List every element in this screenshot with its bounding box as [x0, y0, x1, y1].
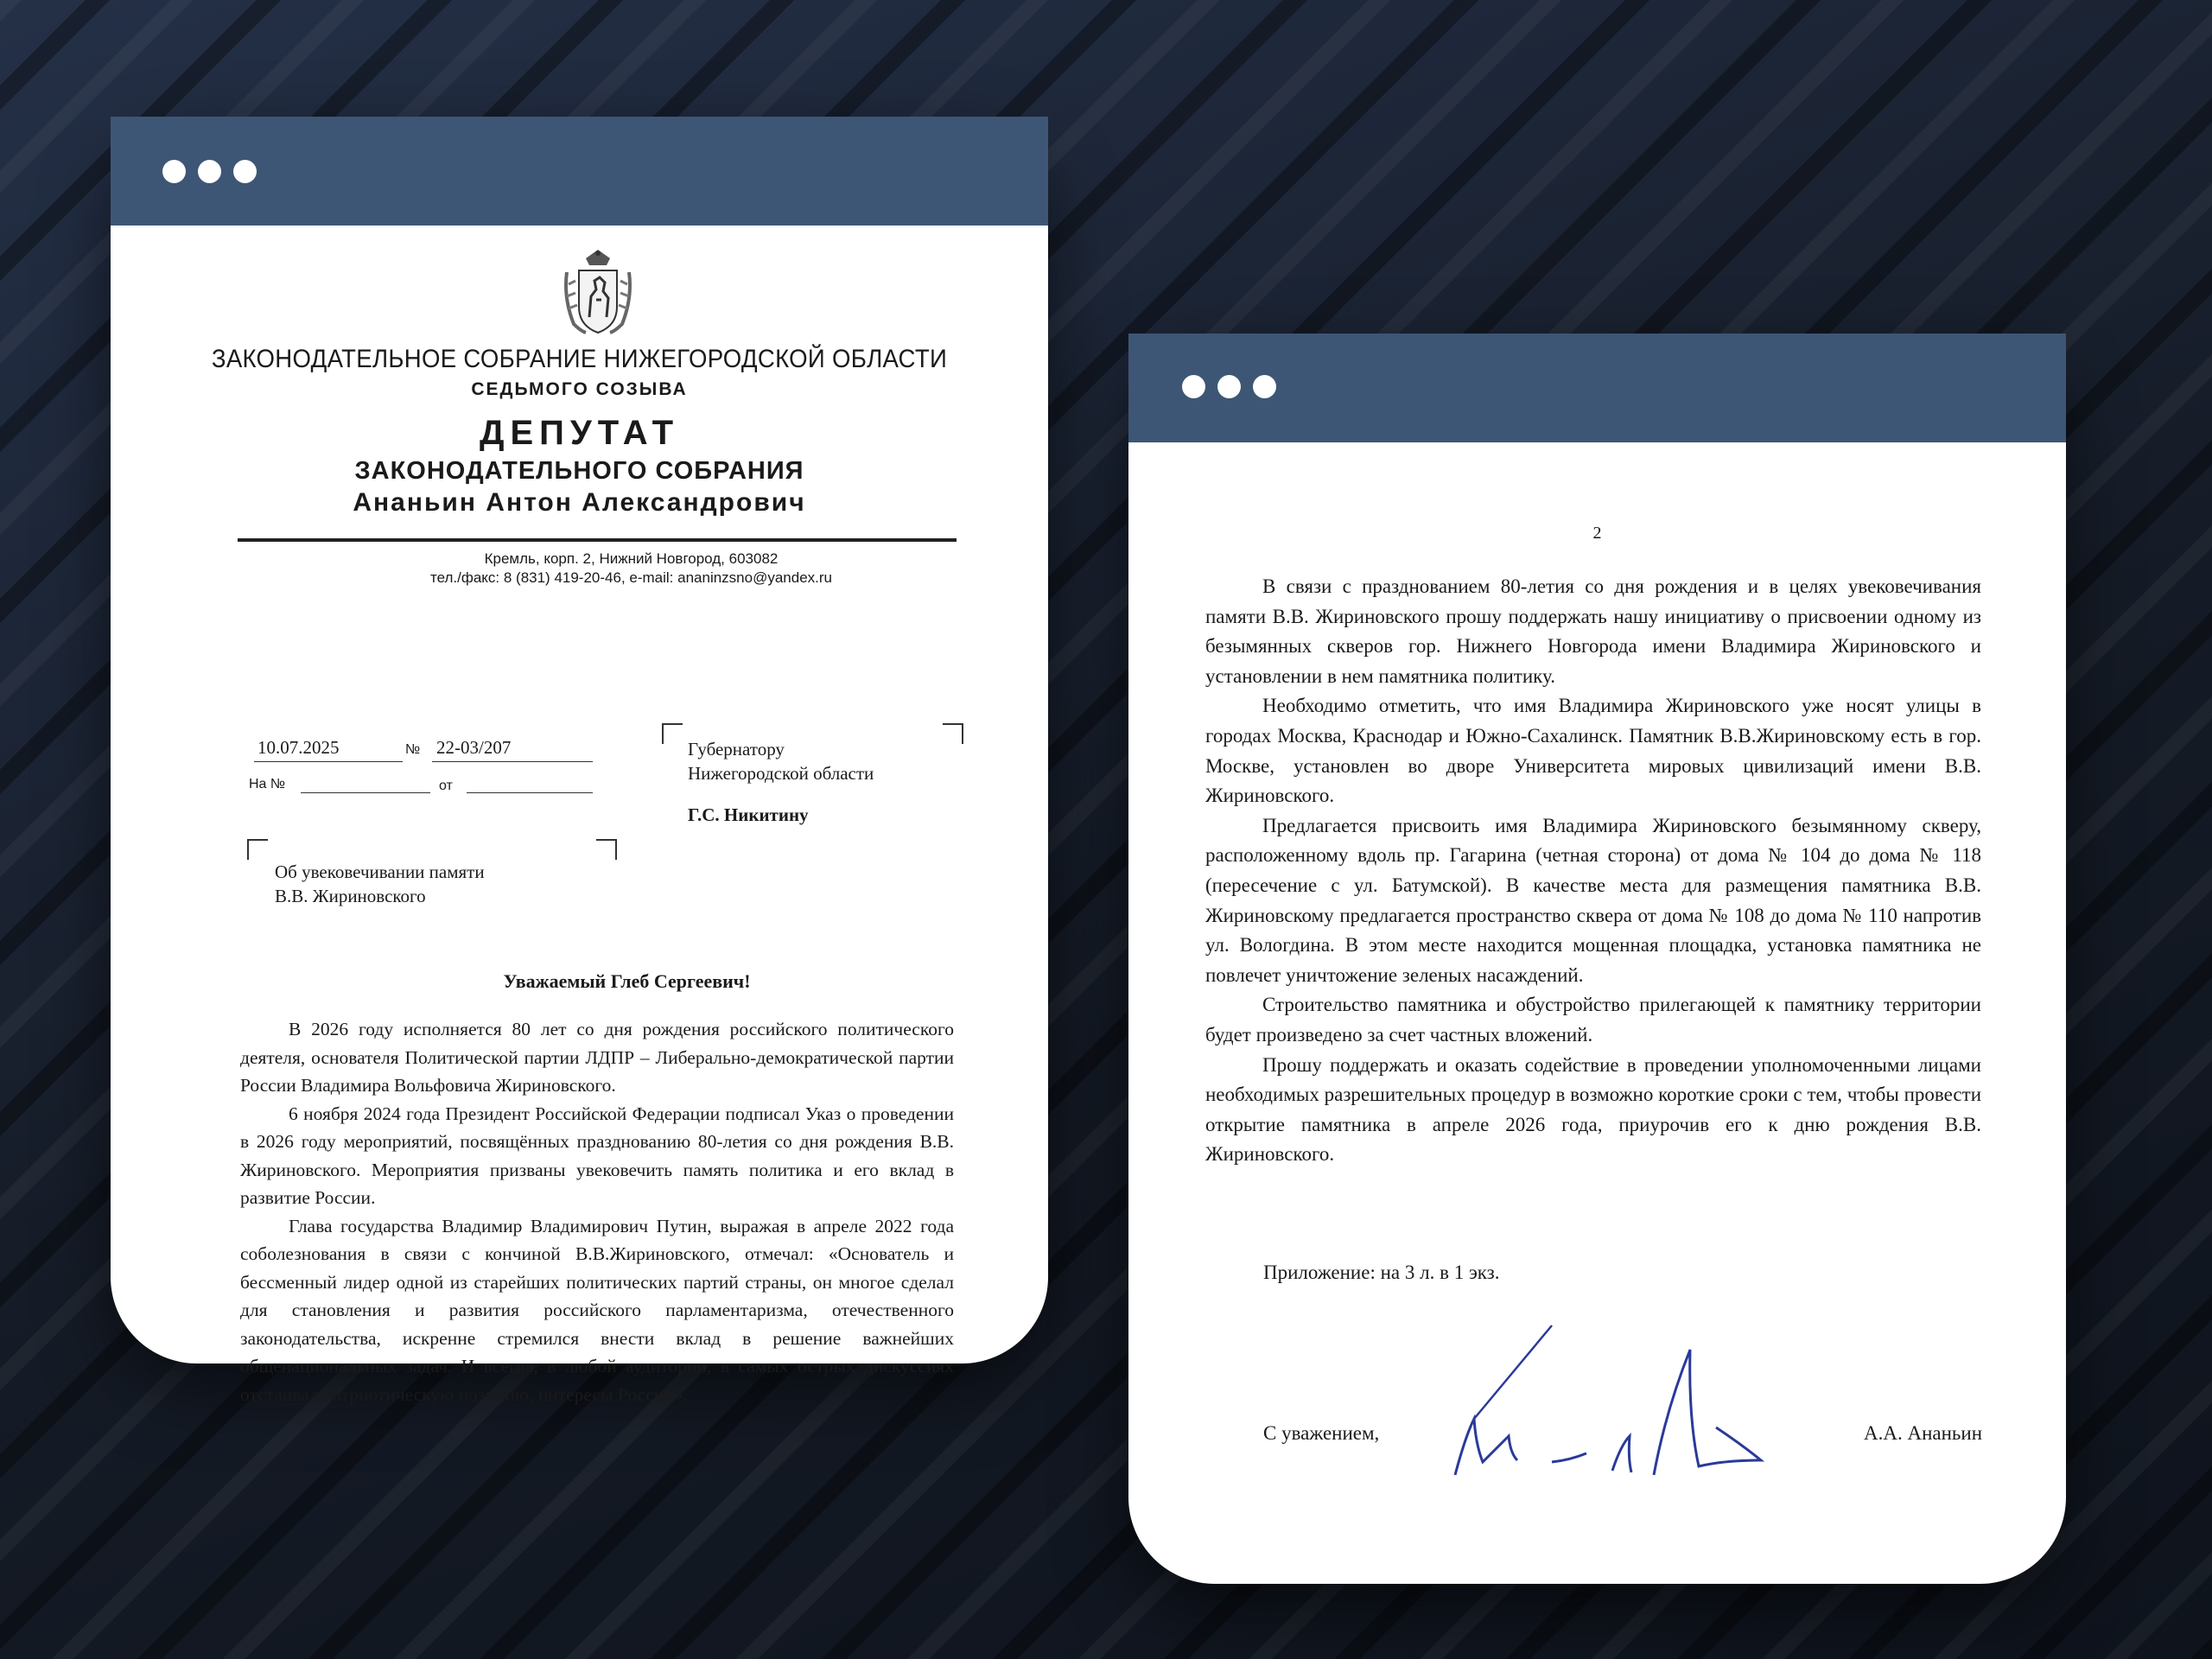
ref-label: На № [249, 777, 286, 791]
subject-corner [596, 839, 617, 860]
convocation: СЕДЬМОГО СОЗЫВА [471, 379, 688, 399]
deputy-name: Ананьин Антон Александрович [353, 488, 806, 517]
salutation: Уважаемый Глеб Сергеевич! [503, 970, 751, 992]
address-corner [943, 723, 963, 744]
body-paragraph: 6 ноября 2024 года Президент Российской Федерации подписал Указ о проведении в 2026 году мероприятий, посвящённых празднованию 80-летия со дня рождения В.В. Жириновского. Мероприятия призваны увековечить память политика и его вклад в развитие России. [240, 1103, 954, 1208]
org-name: ЗАКОНОДАТЕЛЬНОЕ СОБРАНИЕ НИЖЕГОРОДСКОЙ ОБЛАСТИ [211, 345, 948, 373]
window-dot-icon[interactable] [1182, 375, 1205, 398]
coat-of-arms-icon [560, 246, 636, 341]
window-dot-icon[interactable] [162, 160, 186, 183]
body-paragraph: Глава государства Владимир Владимирович Путин, выражая в апреле 2022 года соболезнования в связи с кончиной В.В.Жириновского, отмечал: «Основатель и бессменный лидер одной из старейших политических партий страны, он многое сделал для становления и развития российского парламентаризма, отечественного законодательства, искренне стремился внести вклад в решение важнейших общенациональных задач. И всегда, в любой аудитории, в самых острых дискуссиях отстаивал патриотическую позицию, интересы России». [240, 1215, 954, 1405]
letter-date: 10.07.2025 [257, 737, 340, 758]
window-dot-icon[interactable] [1253, 375, 1276, 398]
letter-page-2-window [1128, 334, 2066, 1584]
number-underline [432, 761, 593, 762]
number-label: № [405, 742, 421, 757]
letter-page-1 [111, 226, 1048, 1405]
body-paragraph: Предлагается присвоить имя Владимира Жириновского безымянному скверу, расположенному вдоль пр. Гагарина (четная сторона) от дома № 104 до дома № 118 (пересечение с ул. Батумской). В качестве места для размещения памятника В.В. Жириновскому предлагается пространство сквера от дома № 108 до дома № 110 напротив ул. Вологдина. В этом месте находится мощенная площадка, установка памятника не повлечет уничтожение зеленых насаждений. [1205, 814, 1981, 986]
signer-name: А.А. Ананьин [1863, 1422, 1982, 1444]
window-dot-icon[interactable] [1217, 375, 1241, 398]
address: Кремль, корп. 2, Нижний Новгород, 603082 [484, 550, 779, 567]
recipient-region: Нижегородской области [688, 763, 874, 784]
window-titlebar [111, 117, 1048, 226]
letter-page-2 [1128, 442, 2066, 1584]
ref-underline [301, 792, 430, 793]
window-controls [162, 160, 257, 183]
subject-line: Об увековечивании памяти [275, 861, 485, 882]
date-underline [254, 761, 403, 762]
letter-body [240, 1015, 954, 1408]
subject-line: В.В. Жириновского [275, 886, 426, 906]
window-controls [1182, 375, 1276, 398]
window-dot-icon[interactable] [233, 160, 257, 183]
appendix-note: Приложение: на 3 л. в 1 экз. [1263, 1262, 1500, 1283]
body-paragraph: Необходимо отметить, что имя Владимира Жириновского уже носят улицы в городах Москва, Краснодар и Южно-Сахалинск. Памятник В.В.Жириновскому есть в гор. Москве, установлен во дворе Университета мировых цивилизаций имени В.В. Жириновского. [1205, 695, 1981, 807]
body-paragraph: Строительство памятника и обустройство прилегающей к памятнику территории будет произведено за счет частных вложений. [1205, 994, 1981, 1046]
body-paragraph: В 2026 году исполняется 80 лет со дня рождения российского политического деятеля, основателя Политической партии ЛДПР – Либерально-демократической партии России Владимира Вольфовича Жириновского. [240, 1019, 954, 1096]
phone-email: тел./факс: 8 (831) 419-20-46, e-mail: ananinzsno@yandex.ru [429, 569, 832, 586]
subject-corner [247, 839, 268, 860]
body-paragraph: Прошу поддержать и оказать содействие в проведении уполномоченными лицами необходимых разрешительных процедур в возможно короткие сроки с тем, чтобы провести открытие памятника в апреле 2026 года, приурочив его к дню рождения В.В. Жириновского. [1205, 1053, 1981, 1166]
deputy-subtitle: ЗАКОНОДАТЕЛЬНОГО СОБРАНИЯ [354, 457, 804, 485]
from-label: от [439, 779, 453, 793]
body-paragraph: В связи с празднованием 80-летия со дня рождения и в целях увековечивания памяти В.В. Жириновского прошу поддержать нашу инициативу о присвоении одному из безымянных скверов гор. Нижнего Новгорода имени Владимира Жириновского и установлении в нем памятника политику. [1205, 575, 1981, 687]
recipient-position: Губернатору [688, 739, 785, 760]
from-underline [467, 792, 593, 793]
letterhead-divider [238, 538, 957, 542]
address-corner [662, 723, 683, 744]
recipient-name: Г.С. Никитину [688, 804, 809, 825]
closing: С уважением, [1263, 1422, 1380, 1444]
window-dot-icon[interactable] [198, 160, 221, 183]
letter-page-1-window [111, 117, 1048, 1405]
deputy-title: ДЕПУТАТ [479, 414, 680, 452]
letter-body [1205, 572, 1981, 1170]
page-number: 2 [1592, 524, 1602, 543]
signature-icon [1440, 1315, 1802, 1484]
letter-number: 22-03/207 [436, 737, 512, 758]
window-titlebar [1128, 334, 2066, 442]
